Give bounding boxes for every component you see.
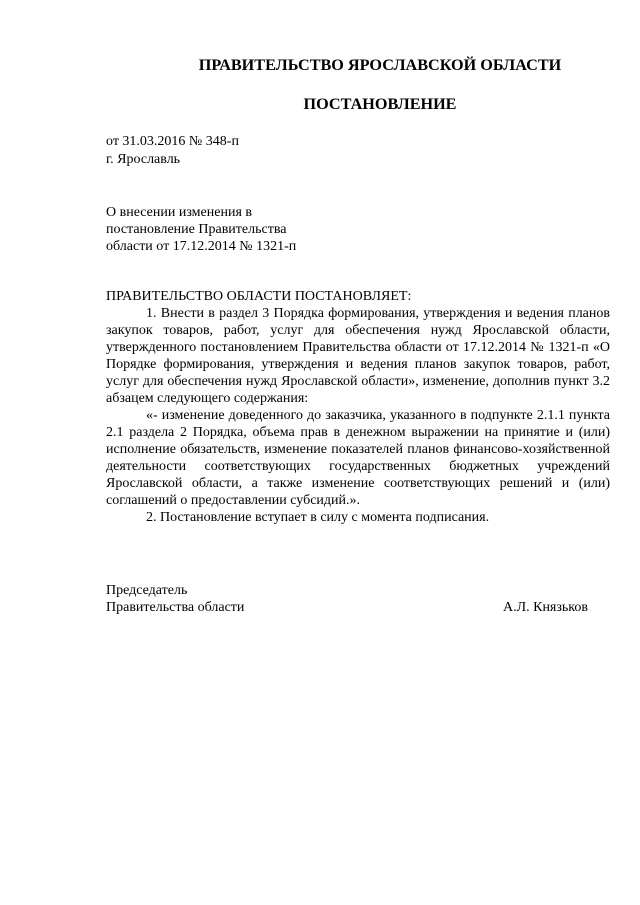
paragraph-2: 2. Постановление вступает в силу с момента подписания. [146, 510, 490, 525]
signatory-title-line-1: Председатель [106, 583, 188, 598]
document-type-heading: ПОСТАНОВЛЕНИЕ [303, 95, 457, 113]
signatory-name: А.Л. Князьков [503, 600, 588, 615]
date-number-line: от 31.03.2016 № 348-п [106, 134, 239, 149]
resolution-intro: ПРАВИТЕЛЬСТВО ОБЛАСТИ ПОСТАНОВЛЯЕТ: [106, 289, 412, 304]
resolution-body [106, 288, 610, 526]
subject-line-1: О внесении изменения в [106, 205, 252, 220]
paragraph-1-quote: «- изменение доведенного до заказчика, указанного в подпункте 2.1.1 пункта 2.1 раздела 2 Порядка, объема прав в денежном выражении на принятие и (или) исполнение обязательств, изменение показателей планов финансово-хозяйственной деятельности соответствующих государственных бюджетных учреждений Ярославской области, а также изменение соответствующих решений и (или) соглашений о предоставлении субсидий.». [106, 408, 610, 508]
subject-line-2: постановление Правительства [106, 222, 287, 237]
city-line: г. Ярославль [106, 152, 181, 167]
authority-heading: ПРАВИТЕЛЬСТВО ЯРОСЛАВСКОЙ ОБЛАСТИ [198, 56, 562, 74]
paragraph-1: 1. Внести в раздел 3 Порядка формирования, утверждения и ведения планов закупок товаров, работ, услуг для обеспечения нужд Ярославской области, утвержденного постановлением Правительства области от 17.12.2014 № 1321-п «О Порядке формирования, утверждения и ведения планов закупок товаров, работ, услуг для обеспечения нужд Ярославской области», изменение, дополнив пункт 3.2 абзацем следующего содержания: [106, 306, 610, 406]
signatory-title-line-2: Правительства области [106, 600, 245, 615]
subject-line-3: области от 17.12.2014 № 1321-п [106, 239, 297, 254]
